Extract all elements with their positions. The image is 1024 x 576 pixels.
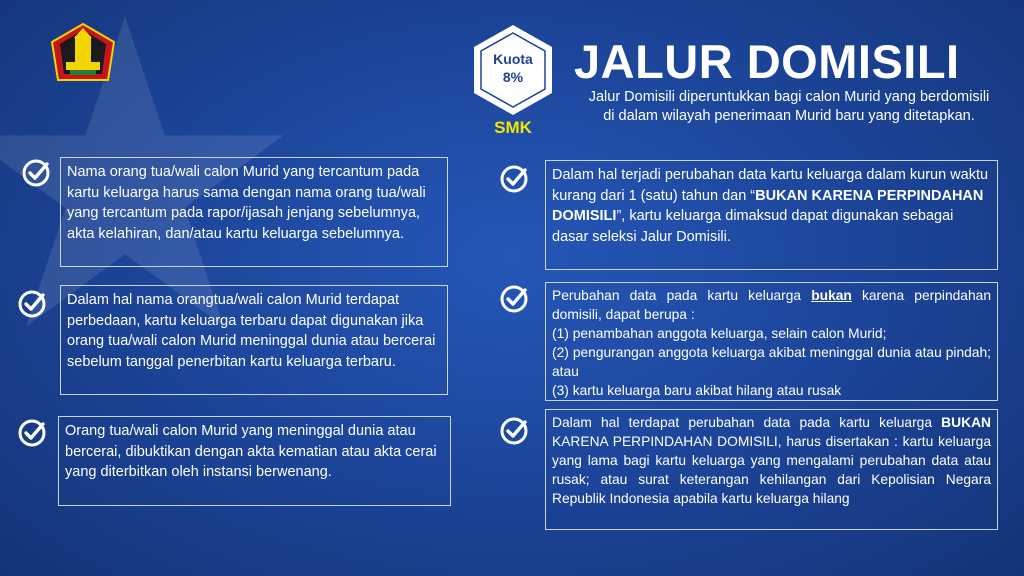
check-circle-icon [499,164,529,194]
rule-text-5a: Perubahan data pada kartu keluarga [552,288,812,303]
rule-text-1: Nama orang tua/wali calon Murid yang tercantum pada kartu keluarga harus sama dengan nama orang tua/wali yang tercantum pada rapor/ijasah jenjang sebelumnya, akta kelahiran, dan/atau kartu keluarga sebelumnya. [67,164,426,242]
government-emblem-logo [48,22,118,84]
rule-text-6b: KARENA PERPINDAHAN DOMISILI, harus disertakan : kartu keluarga yang lama bagi kartu keluarga yang mengalami perubahan data atau rusak; atau surat keterangan kehilangan dari Kepolisian Negara Republik Indonesia apabila kartu keluarga hilang [552,434,991,506]
check-circle-icon [21,158,51,188]
rule-list-item: (3) kartu keluarga baru akibat hilang atau rusak [552,383,842,398]
rule-text-4b: ”, kartu keluarga dimaksud dapat digunakan sebagai dasar seleksi Jalur Domisili. [552,208,954,245]
rule-box-6 [545,409,998,530]
rule-text-6a: Dalam hal terdapat perubahan data pada kartu keluarga [552,415,942,430]
rule-text-3: Orang tua/wali calon Murid yang meninggal dunia atau bercerai, dibuktikan dengan akta kematian atau akta cerai yang diterbitkan oleh instansi berwenang. [65,423,437,480]
check-circle-icon [499,284,529,314]
rule-box-5 [545,282,998,401]
rule-box-3 [58,416,451,506]
page-title: JALUR DOMISILI [574,35,960,88]
rule-text-4a: Dalam hal terjadi perubahan data kartu keluarga dalam kurun waktu kurang dari 1 (satu) tahun dan “ [552,167,989,204]
kuota-label: Kuota [493,51,533,67]
rule-box-4 [545,160,998,270]
check-circle-icon [499,416,529,446]
page-subtitle: Jalur Domisili diperuntukkan bagi calon Murid yang berdomisili di dalam wilayah penerimaan Murid baru yang ditetapkan. [588,89,990,124]
rule-box-1 [60,157,448,267]
rule-text-4-bold: BUKAN KARENA PERPINDAHAN DOMISILI [552,187,984,224]
kuota-badge [470,50,556,86]
rule-text-6-bold: BUKAN [941,415,991,430]
rule-text-5-bold: bukan [811,288,852,303]
rule-list-item: (1) penambahan anggota keluarga, selain calon Murid; [552,326,887,341]
kuota-value: 8% [502,69,524,85]
rule-list-item: (2) pengurangan anggota keluarga akibat meninggal dunia atau pindah; atau [552,345,991,379]
school-level-label: SMK [494,118,532,137]
check-circle-icon [17,289,47,319]
rule-text-2: Dalam hal nama orangtua/wali calon Murid terdapat perbedaan, kartu keluarga terbaru dapat digunakan jika orang tua/wali calon Murid meninggal dunia atau bercerai sebelum tanggal penerbitan kartu keluarga terbaru. [67,292,436,370]
rule-text-5b: karena perpindahan domisili, dapat berupa : [552,288,991,322]
check-circle-icon [17,418,47,448]
rule-box-2 [60,285,448,395]
rule-text-5-intro [552,286,991,324]
